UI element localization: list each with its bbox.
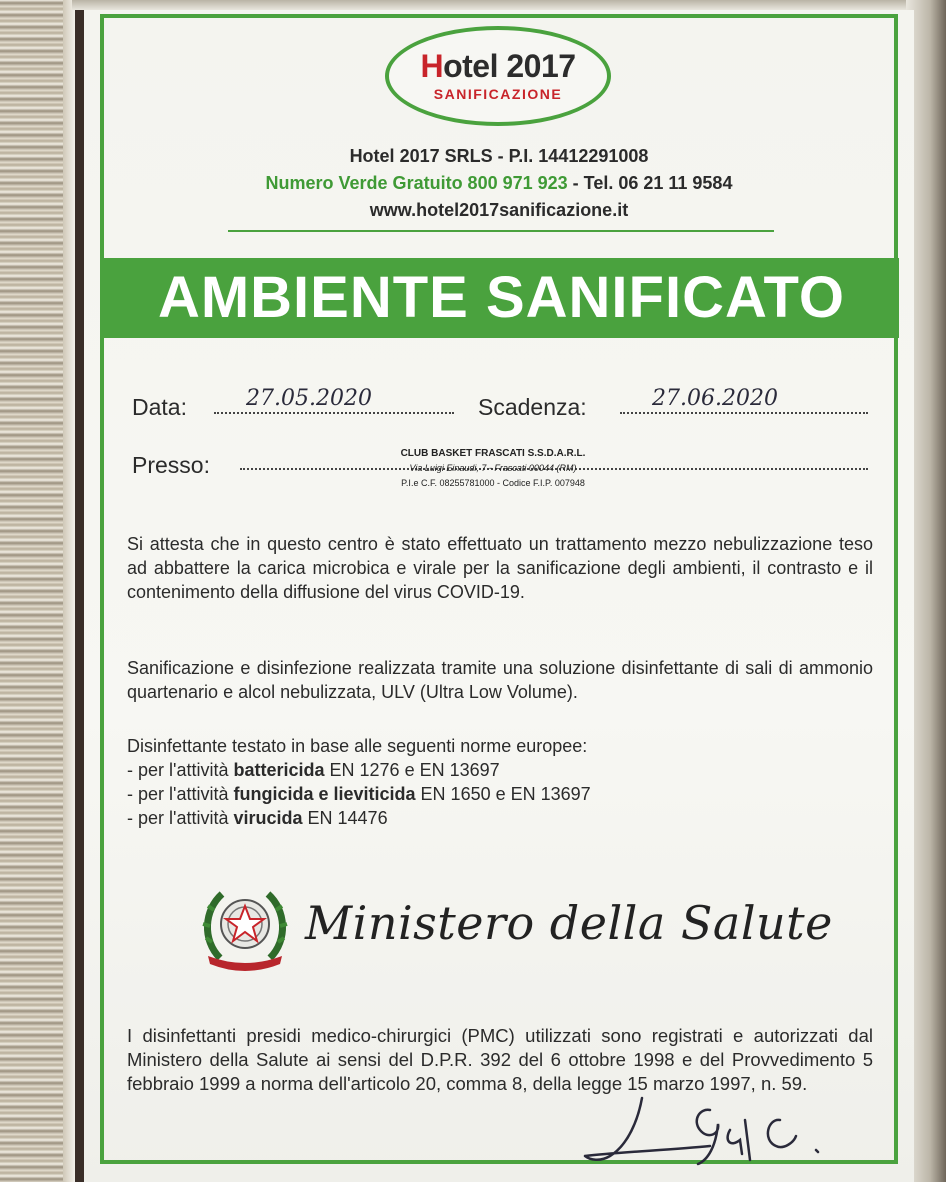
stamp-name: CLUB BASKET FRASCATI S.S.D.A.R.L. [400, 448, 586, 459]
phone-line [100, 173, 898, 194]
logo-subtitle: SANIFICAZIONE [433, 86, 563, 102]
logo-title-rest: otel 2017 [443, 48, 576, 84]
scadenza-value: 27.06.2020 [652, 386, 778, 411]
norm-item-fungicida [127, 784, 591, 805]
norm-suffix: EN 1650 e EN 13697 [415, 784, 591, 804]
norm-bold: virucida [233, 808, 303, 828]
logo-title-h: H [420, 48, 444, 84]
presso-label: Presso: [132, 452, 210, 478]
header-divider [228, 230, 774, 232]
scadenza-label: Scadenza: [478, 394, 587, 420]
norm-suffix: EN 1276 e EN 13697 [324, 760, 500, 780]
toll-free-number: Numero Verde Gratuito 800 971 923 [265, 173, 568, 193]
handwritten-signature [580, 1090, 840, 1170]
ministry-name: Ministero della Salute [305, 896, 833, 950]
logo-title [385, 48, 611, 85]
stamp-address: Via Luigi Einaudi, 7 - Frascati 00044 (RM) [409, 463, 577, 473]
norm-prefix: - per l'attività [127, 784, 234, 804]
data-value: 27.05.2020 [246, 386, 372, 411]
norm-item-virucida [127, 808, 388, 829]
norm-item-battericida [127, 760, 500, 781]
pmc-legal-paragraph: I disinfettanti presidi medico-chirurgici (PMC) utilizzati sono registrati e autorizzati dal Ministero della Salute ai sensi del D.P.R. 392 del 6 ottobre 1998 e del Provvedimento 5 febbraio 1999 a norma dell'articolo 20, comma 8, della legge 15 marzo 1997, n. 59. [127, 1025, 873, 1094]
italian-republic-emblem-icon [200, 880, 290, 975]
norm-bold: battericida [233, 760, 325, 780]
norm-prefix: - per l'attività [127, 808, 234, 828]
norm-prefix: - per l'attività [127, 760, 234, 780]
club-stamp [348, 446, 638, 491]
telephone-number: - Tel. 06 21 11 9584 [567, 173, 733, 193]
scadenza-dotted-line [620, 412, 868, 414]
frame-left-edge [0, 0, 75, 1182]
treatment-paragraph: Sanificazione e disinfezione realizzata tramite una soluzione disinfettante di sali di ammonio quartenario e alcol nebulizzata, ULV (Ultra Low Volume). [127, 658, 873, 702]
norm-bold: fungicida e lieviticida [233, 784, 416, 804]
attestation-paragraph: Si attesta che in questo centro è stato effettuato un trattamento mezzo nebulizzazione teso ad abbattere la carica microbica e virale per la sanificazione degli ambienti, il contrasto e il contenimento della diffusione del virus COVID-19. [127, 534, 873, 602]
data-dotted-line [214, 412, 454, 414]
data-label: Data: [132, 394, 187, 420]
website-text: www.hotel2017sanificazione.it [369, 200, 629, 220]
frame-top-edge [72, 0, 906, 10]
norm-suffix: EN 14476 [302, 808, 388, 828]
norms-intro: Disinfettante testato in base alle seguenti norme europee: [127, 736, 588, 756]
stamp-codes: P.I.e C.F. 08255781000 - Codice F.I.P. 007948 [401, 478, 585, 488]
company-line: Hotel 2017 SRLS - P.I. 14412291008 [349, 146, 649, 166]
certificate-title: AMBIENTE SANIFICATO [157, 265, 846, 330]
